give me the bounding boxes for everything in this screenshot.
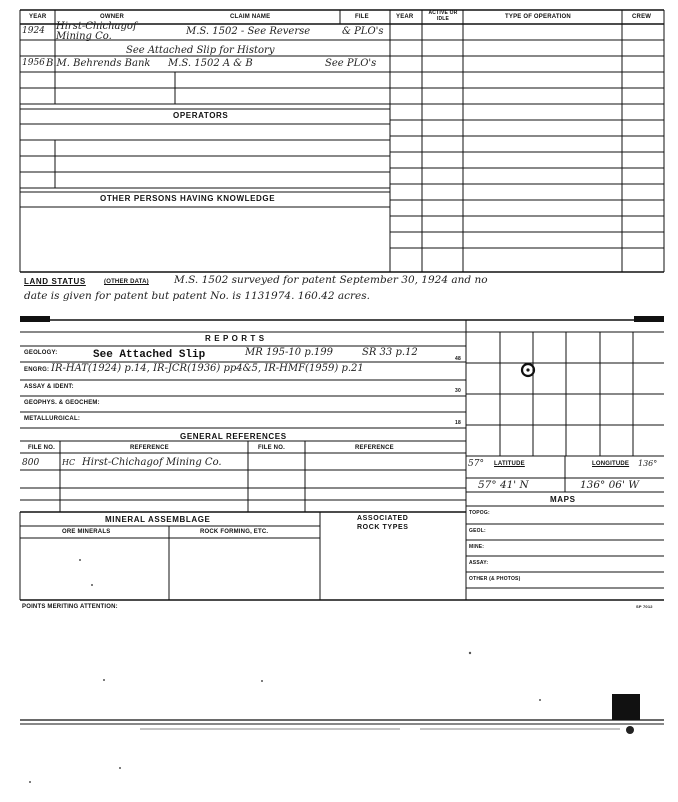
latitude-label: LATITUDE: [494, 461, 525, 467]
gr-row1-code: HC: [62, 458, 76, 467]
owner-row3-year: 1956: [22, 58, 45, 68]
land-status-line-1: M.S. 1502 surveyed for patent September 30, 1924 and no: [174, 274, 488, 286]
lon-suffix: 136°: [638, 459, 658, 468]
longitude-value: 136° 06' W: [580, 479, 640, 491]
header-type-of-operation: TYPE OF OPERATION: [505, 14, 571, 20]
header-file: FILE: [355, 14, 369, 20]
gr-col-reference: REFERENCE: [130, 445, 169, 451]
grid-scale-18: 18: [455, 420, 461, 426]
longitude-label: LONGITUDE: [592, 461, 630, 467]
grid-scale-30: 30: [455, 388, 461, 394]
maps-assay: ASSAY:: [469, 560, 489, 566]
engrg-value: IR-HAT(1924) p.14, IR-JCR(1936) pp4&5, IR-HMF(1959) p.21: [51, 363, 364, 374]
rock-types-label: ROCK TYPES: [357, 524, 409, 531]
owner-row1-file: & PLO's: [342, 26, 384, 37]
maps-geol: GEOL:: [469, 528, 486, 534]
reports-title: R E P O R T S: [205, 334, 265, 343]
other-persons-label: OTHER PERSONS HAVING KNOWLEDGE: [100, 194, 276, 203]
gr-col-file-no-2: FILE NO.: [258, 445, 285, 451]
form-number: SP 7012: [636, 604, 653, 609]
owner-row1-year: 1924: [22, 26, 45, 36]
geology-label: GEOLOGY:: [24, 350, 58, 356]
associated-label: ASSOCIATED: [357, 515, 409, 522]
land-status-line-2: date is given for patent but patent No. is 1131974. 160.42 acres.: [24, 290, 370, 302]
owner-row3-claim: M.S. 1502 A & B: [168, 58, 253, 69]
lat-prefix: 57°: [468, 459, 484, 469]
engrg-label: ENGRG:: [24, 367, 50, 373]
geology-value: See Attached Slip: [93, 349, 206, 361]
general-references-title: GENERAL REFERENCES: [180, 432, 287, 441]
maps-mine: MINE:: [469, 544, 485, 550]
owner-row1-claim: M.S. 1502 - See Reverse: [186, 26, 311, 37]
owner-row3-file: See PLO's: [325, 58, 377, 69]
land-status-sublabel: (OTHER DATA): [104, 279, 149, 285]
geophys-geochem-label: GEOPHYS. & GEOCHEM:: [24, 400, 100, 406]
owner-row2-note: See Attached Slip for History: [126, 45, 275, 56]
geology-ref-2: SR 33 p.12: [362, 347, 418, 358]
points-meriting-attention-label: POINTS MERITING ATTENTION:: [22, 604, 118, 610]
gr-row1-file: 800: [22, 458, 40, 468]
header-year-2: YEAR: [396, 14, 414, 20]
maps-topog: TOPOG:: [469, 510, 490, 516]
latitude-value: 57° 41' N: [478, 479, 529, 491]
maps-title: MAPS: [550, 495, 576, 504]
header-active-or-idle: ACTIVE OR IDLE: [428, 10, 458, 22]
grid-scale-48: 48: [455, 356, 461, 362]
gr-row1-ref: Hirst-Chichagof Mining Co.: [82, 457, 222, 468]
land-status-label: LAND STATUS: [24, 277, 86, 286]
operators-label: OPERATORS: [173, 111, 229, 120]
gr-col-file-no: FILE NO.: [28, 445, 55, 451]
maps-other: OTHER (& PHOTOS): [469, 576, 521, 582]
mineral-assemblage-title: MINERAL ASSEMBLAGE: [105, 515, 211, 524]
owner-row1-owner: Hirst-Chichagof Mining Co.: [56, 21, 137, 42]
header-crew: CREW: [632, 14, 652, 20]
header-owner: OWNER: [100, 14, 124, 20]
assay-ident-label: ASSAY & IDENT:: [24, 384, 74, 390]
geology-ref: MR 195-10 p.199: [245, 347, 333, 358]
rock-forming-label: ROCK FORMING, ETC.: [200, 529, 269, 535]
header-claim-name: CLAIM NAME: [230, 14, 271, 20]
ore-minerals-label: ORE MINERALS: [62, 529, 111, 535]
owner-row3-owner: B.M. Behrends Bank: [46, 58, 151, 69]
header-year: YEAR: [29, 14, 47, 20]
metallurgical-label: METALLURGICAL:: [24, 416, 81, 422]
gr-col-reference-2: REFERENCE: [355, 445, 394, 451]
